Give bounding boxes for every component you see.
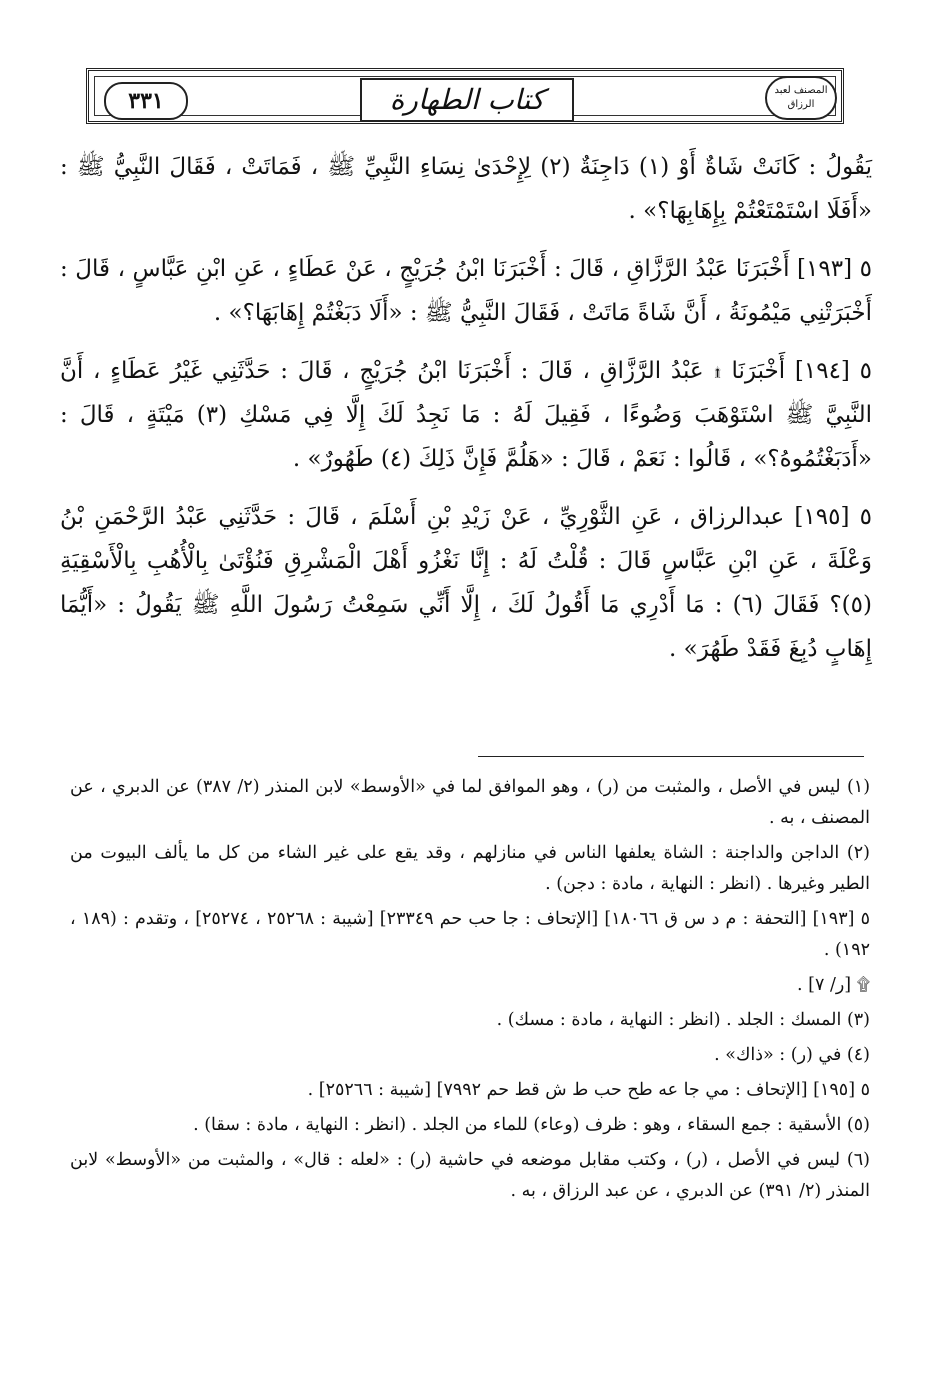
footnote: (٥) الأسقية : جمع السقاء ، وهو : ظرف (وعاء) للماء من الجلد . (انظر : النهاية ، مادة : سقا) .: [193, 1115, 870, 1135]
hadith-195: ٥ [١٩٥] عبدالرزاق ، عَنِ الثَّوْرِيِّ ، عَنْ زَيْدِ بْنِ أَسْلَمَ ، قَالَ : حَدَّثَنِي عَبْدُ الرَّحْمَنِ بْنُ وَعْلَةَ ، عَنِ ابْنِ عَبَّاسٍ قَالَ : قُلْتُ لَهُ : إِنَّا نَغْزُو أَهْلَ الْمَشْرِقِ فَنُؤْتَىٰ بِالْأُهُبِ بِالْأَسْقِيَةِ (٥)؟ فَقَالَ (٦) : مَا أَدْرِي مَا أَقُولُ لَكَ ، إِلَّا أَنِّي سَمِعْتُ رَسُولَ اللَّهِ ﷺ يَقُولُ : «أَيُّمَا إِهَابٍ دُبِغَ فَقَدْ طَهُرَ» .: [60, 504, 872, 662]
main-text: [60, 145, 872, 685]
footnote: ٥ [١٩٥] [الإتحاف : مي جا عه طح حب ط ش قط حم ٧٩٩٢] [شيبة : ٢٥٢٦٦] .: [307, 1080, 870, 1100]
footnote: ۩ [ر/ ٧] .: [797, 975, 870, 995]
footnote: (٤) في (ر) : «ذاك» .: [714, 1045, 870, 1065]
paragraph: يَقُولُ : كَانَتْ شَاةٌ أَوْ (١) دَاجِنَةٌ (٢) لِإِحْدَىٰ نِسَاءِ النَّبِيِّ ﷺ ، فَمَاتَتْ ، فَقَالَ النَّبِيُّ ﷺ : «أَفَلَا اسْتَمْتَعْتُمْ بِإِهَابِهَا؟» .: [60, 154, 872, 224]
footnote: (١) ليس في الأصل ، والمثبت من (ر) ، وهو الموافق لما في «الأوسط» لابن المنذر (٢/ ٣٨٧) عن الدبري ، عن المصنف ، به .: [70, 777, 871, 828]
hadith-194: ٥ [١٩٤] أَخْبَرَنَا ۩ عَبْدُ الرَّزَّاقِ ، قَالَ : أَخْبَرَنَا ابْنُ جُرَيْجٍ ، قَالَ : حَدَّثَنِي غَيْرُ عَطَاءٍ ، أَنَّ النَّبِيَّ ﷺ اسْتَوْهَبَ وَضُوءًا ، فَقِيلَ لَهُ : مَا نَجِدُ لَكَ إِلَّا فِي مَسْكِ (٣) مَيْتَةٍ ، قَالَ : «أَدَبَغْتُمُوهُ؟» ، قَالُوا : نَعَمْ ، قَالَ : «هَلُمَّ فَإِنَّ ذَلِكَ (٤) طَهُورٌ» .: [60, 358, 872, 472]
footnote: (٦) ليس في الأصل ، (ر) ، وكتب مقابل موضعه في حاشية (ر) : «لعله : قال» ، والمثبت من «الأوسط» لابن المنذر (٢/ ٣٩١) عن الدبري ، عن عبد الرزاق ، به .: [70, 1150, 870, 1201]
hadith-193: ٥ [١٩٣] أَخْبَرَنَا عَبْدُ الرَّزَّاقِ ، قَالَ : أَخْبَرَنَا ابْنُ جُرَيْجٍ ، عَنْ عَطَاءٍ ، عَنِ ابْنِ عَبَّاسٍ ، قَالَ : أَخْبَرَتْنِي مَيْمُونَةُ ، أَنَّ شَاةً مَاتَتْ ، فَقَالَ النَّبِيُّ ﷺ : «أَلَا دَبَغْتُمْ إِهَابَهَا؟» .: [60, 256, 872, 326]
footnote: ٥ [١٩٣] [التحفة : م د س ق ١٨٠٦٦] [الإتحاف : جا حب حم ٢٣٣٤٩] [شيبة : ٢٥٢٦٨ ، ٢٥٢٧٤] ، وتقدم : (١٨٩ ، ١٩٢) .: [70, 909, 870, 960]
footnote: (٢) الداجن والداجنة : الشاة يعلفها الناس في منازلهم ، وقد يقع على غير الشاء من كل ما يألف البيوت من الطير وغيرها . (انظر : النهاية ، مادة : دجن) .: [70, 843, 870, 894]
book-seal-logo: المصنف لعبد الرزاق: [765, 76, 837, 120]
footnotes: [70, 772, 870, 1211]
book-title: كتاب الطهارة: [360, 78, 574, 122]
footnote: (٣) المسك : الجلد . (انظر : النهاية ، مادة : مسك) .: [496, 1010, 870, 1030]
footnote-divider: [478, 756, 864, 757]
page-number: ٣٣١: [104, 82, 188, 120]
